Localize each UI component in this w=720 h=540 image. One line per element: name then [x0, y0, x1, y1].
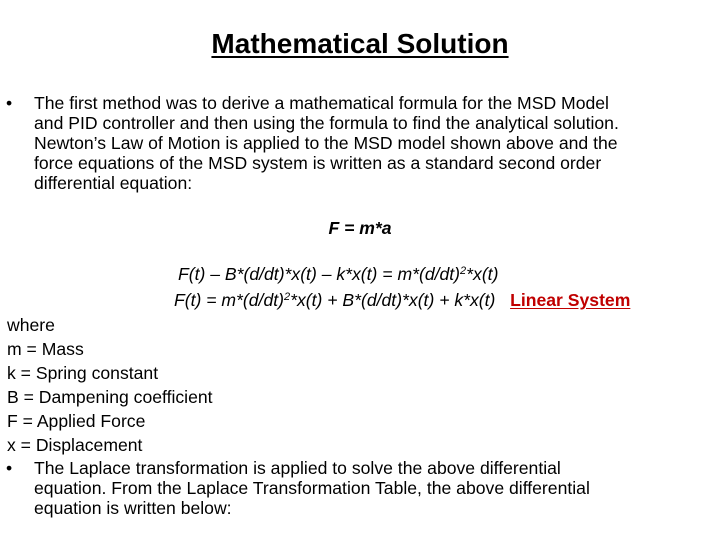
definition-item: x = Displacement — [7, 435, 143, 455]
bullet-marker: • — [6, 458, 13, 478]
bullet-2-line: equation. From the Laplace Transformation Table, the above differential — [34, 478, 590, 498]
equation-force-balance: $F(t) - B*(d/dt)*x(t) - k*x(t) = m*(d/dt)^2*x(t)$ — [178, 264, 499, 284]
linear-system-label: Linear System — [510, 290, 631, 310]
definition-item: m = Mass — [7, 339, 84, 359]
definition-item: B = Dampening coefficient — [7, 387, 213, 407]
bullet-1-line: differential equation: — [34, 173, 193, 193]
definition-item: F = Applied Force — [7, 411, 146, 431]
equation-linear-system: $F(t) = m*(d/dt)^2*x(t) + B*(d/dt)*x(t) + k*x(t)$ Linear System — [174, 290, 631, 310]
bullet-1-line: Newton’s Law of Motion is applied to the MSD model shown above and the — [34, 133, 618, 153]
bullet-paragraph-2 — [6, 458, 590, 518]
bullet-2-line: The Laplace transformation is applied to solve the above differential — [34, 458, 561, 478]
bullet-1-line: and PID controller and then using the formula to find the analytical solution. — [34, 113, 619, 133]
bullet-paragraph-1 — [6, 93, 619, 193]
bullet-1-line: force equations of the MSD system is written as a standard second order — [34, 153, 602, 173]
page-title: Mathematical Solution — [211, 28, 509, 59]
bullet-1-line: The first method was to derive a mathematical formula for the MSD Model — [34, 93, 609, 113]
bullet-marker: • — [6, 93, 13, 113]
definitions-list — [7, 313, 213, 457]
bullet-2-line: equation is written below: — [34, 498, 232, 518]
where-label: where — [7, 315, 55, 335]
equation-newton: F = m*a — [328, 218, 392, 238]
definition-item: k = Spring constant — [7, 363, 159, 383]
